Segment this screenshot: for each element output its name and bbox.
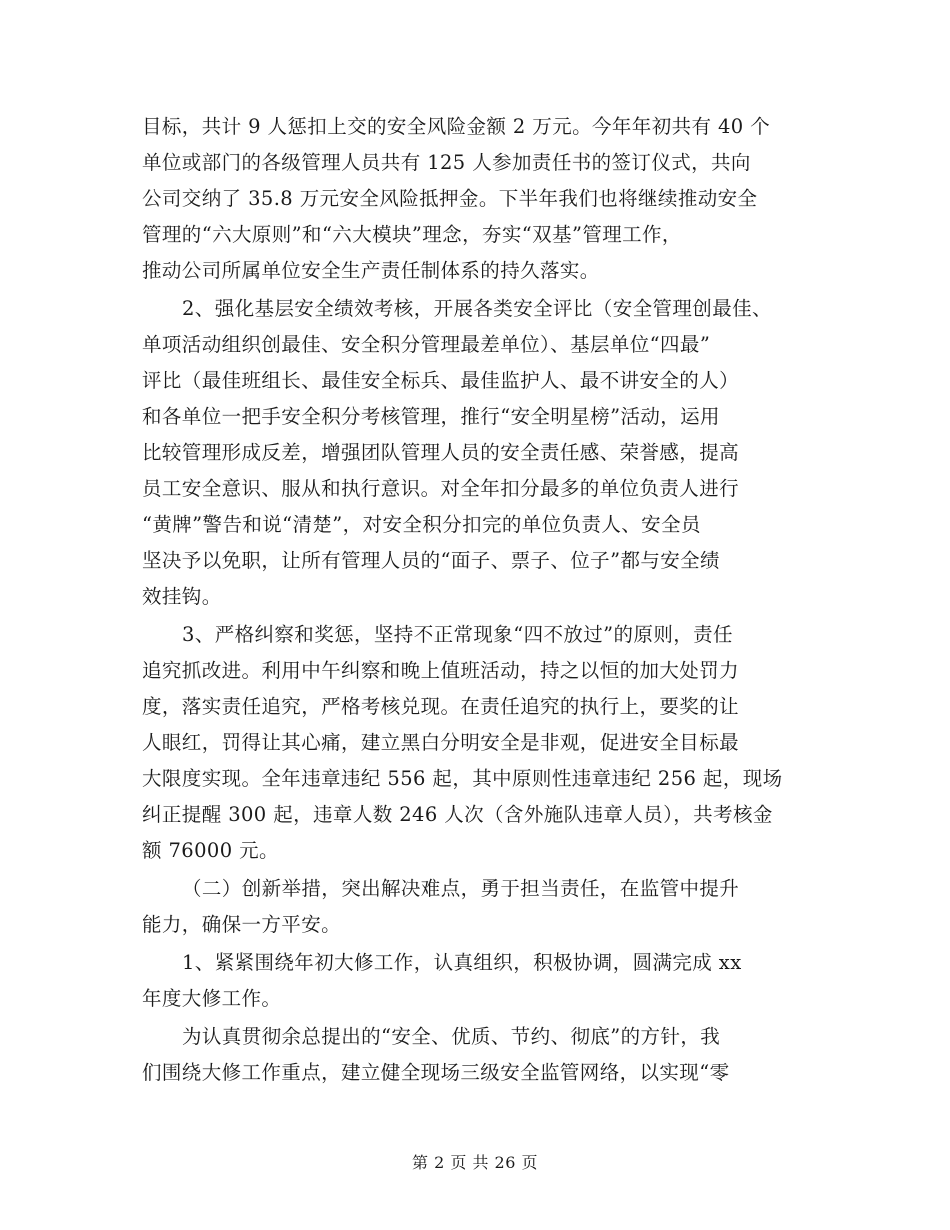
body-text-line: 公司交纳了 35.8 万元安全风险抵押金。下半年我们也将继续推动安全 [142, 187, 758, 210]
body-text-line: 坚决予以免职，让所有管理人员的“面子、票子、位子”都与安全绩 [142, 549, 720, 572]
body-text-line: 追究抓改进。利用中午纠察和晚上值班活动，持之以恒的加大处罚力 [142, 659, 740, 682]
body-text-line: 员工安全意识、服从和执行意识。对全年扣分最多的单位负责人进行 [142, 477, 740, 500]
body-text-line: 人眼红，罚得让其心痛，建立黑白分明安全是非观，促进安全目标最 [142, 731, 740, 754]
section-heading-line: （二）创新举措，突出解决难点，勇于担当责任，在监管中提升 [182, 877, 740, 900]
paragraph-start-line: 1、紧紧围绕年初大修工作，认真组织，积极协调，圆满完成 xx [182, 951, 742, 974]
body-text-line: 额 76000 元。 [142, 839, 279, 862]
body-text-line: 评比（最佳班组长、最佳安全标兵、最佳监护人、最不讲安全的人） [142, 369, 740, 392]
body-text-line: 推动公司所属单位安全生产责任制体系的持久落实。 [142, 259, 600, 282]
body-text-line: “黄牌”警告和说“清楚”，对安全积分扣完的单位负责人、安全员 [142, 513, 701, 536]
body-text-line: 们围绕大修工作重点，建立健全现场三级安全监管网络，以实现“零 [142, 1061, 730, 1084]
body-text-line: 目标，共计 9 人惩扣上交的安全风险金额 2 万元。今年年初共有 40 个 [142, 115, 771, 138]
body-text-line: 纠正提醒 300 起，违章人数 246 人次（含外施队违章人员），共考核金 [142, 803, 773, 826]
body-text-line: 单位或部门的各级管理人员共有 125 人参加责任书的签订仪式，共向 [142, 151, 751, 174]
body-text-line: 比较管理形成反差，增强团队管理人员的安全责任感、荣誉感，提高 [142, 441, 740, 464]
body-text-line: 大限度实现。全年违章违纪 556 起，其中原则性违章违纪 256 起，现场 [142, 767, 783, 790]
body-text-line: 年度大修工作。 [142, 987, 282, 1010]
body-text-line: 和各单位一把手安全积分考核管理，推行“安全明星榜”活动，运用 [142, 405, 720, 428]
body-text-line: 管理的“六大原则”和“六大模块”理念，夯实“双基”管理工作， [142, 223, 682, 246]
body-text-line: 度，落实责任追究，严格考核兑现。在责任追究的执行上，要奖的让 [142, 695, 740, 718]
page-number-footer: 第 2 页 共 26 页 [412, 1153, 538, 1172]
paragraph-start-line: 3、严格纠察和奖惩，坚持不正常现象“四不放过”的原则，责任 [182, 623, 733, 646]
section-heading-line: 能力，确保一方平安。 [142, 913, 342, 936]
body-text-line: 单项活动组织创最佳、安全积分管理最差单位）、基层单位“四最” [142, 333, 711, 356]
paragraph-start-line: 2、强化基层安全绩效考核，开展各类安全评比（安全管理创最佳、 [182, 297, 772, 320]
paragraph-start-line: 为认真贯彻余总提出的“安全、优质、节约、彻底”的方针，我 [182, 1025, 721, 1048]
body-text-line: 效挂钩。 [142, 585, 222, 608]
